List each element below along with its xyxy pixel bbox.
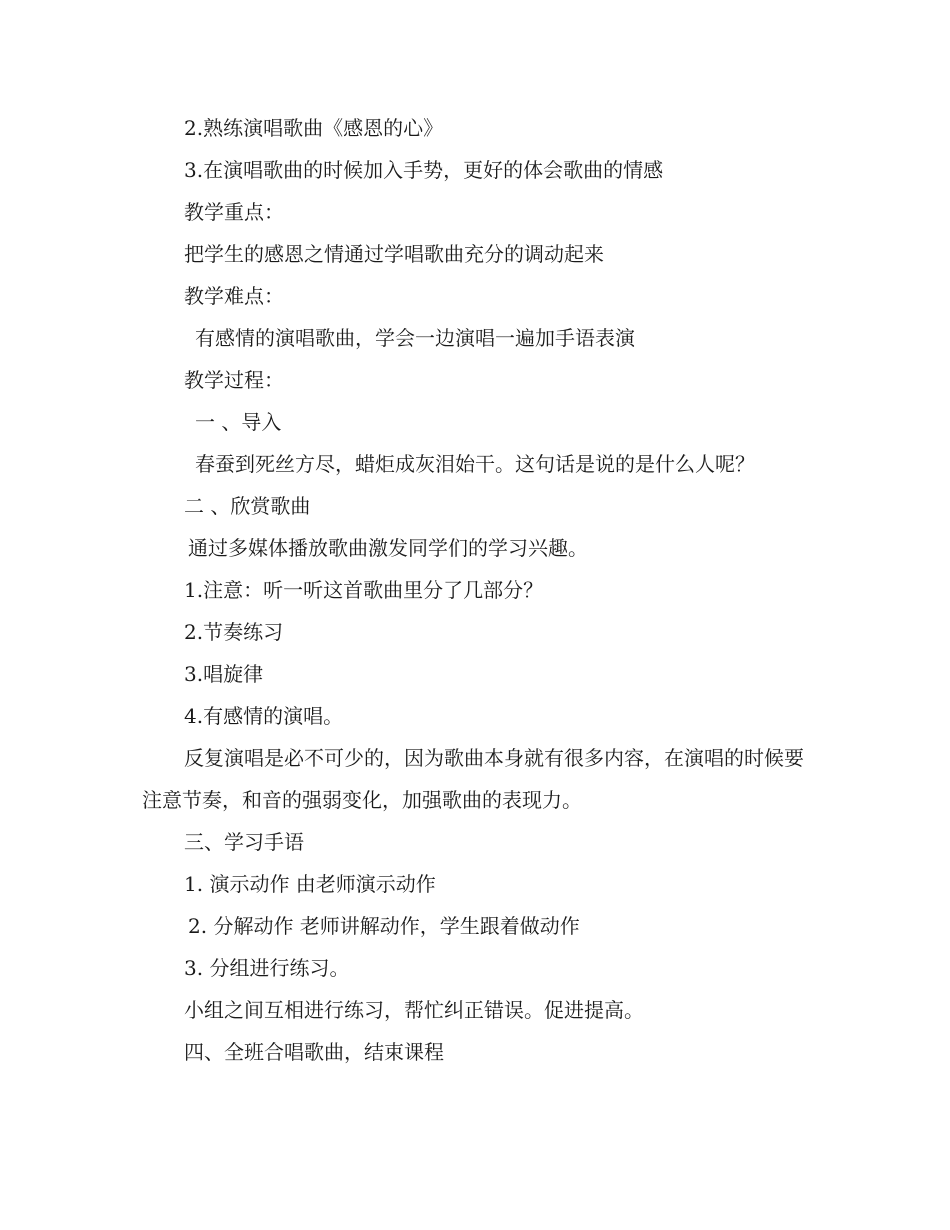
difficulty-text: 有感情的演唱歌曲，学会一边演唱一遍加手语表演: [195, 326, 635, 350]
section-2-step-2: 2.节奏练习: [184, 620, 284, 644]
key-points-heading: 教学重点：: [184, 200, 284, 224]
section-3-heading: 三、学习手语: [184, 830, 304, 854]
goal-2: 2.熟练演唱歌曲《感恩的心》: [184, 116, 444, 140]
section-4-heading: 四、全班合唱歌曲，结束课程: [184, 1040, 444, 1064]
section-3-step-3: 3. 分组进行练习。: [184, 956, 350, 980]
section-3-step-2: 2. 分解动作 老师讲解动作，学生跟着做动作: [188, 914, 580, 938]
key-points-text: 把学生的感恩之情通过学唱歌曲充分的调动起来: [184, 242, 604, 266]
section-2-step-4: 4.有感情的演唱。: [184, 704, 344, 728]
section-2-intro: 通过多媒体播放歌曲激发同学们的学习兴趣。: [188, 536, 588, 560]
section-2-paragraph: 反复演唱是必不可少的，因为歌曲本身就有很多内容，在演唱的时候要注意节奏，和音的强弱变化，加强歌曲的表现力。: [142, 746, 804, 812]
section-3-note: 小组之间互相进行练习，帮忙纠正错误。促进提高。: [184, 998, 644, 1022]
section-2-step-1: 1.注意：听一听这首歌曲里分了几部分？: [184, 578, 544, 602]
difficulty-heading: 教学难点：: [184, 284, 284, 308]
section-1-text: 春蚕到死丝方尽，蜡炬成灰泪始干。这句话是说的是什么人呢？: [195, 452, 755, 476]
section-2-heading: 二 、欣赏歌曲: [184, 494, 311, 518]
goal-3: 3.在演唱歌曲的时候加入手势，更好的体会歌曲的情感: [184, 158, 664, 182]
section-2-step-3: 3.唱旋律: [184, 662, 264, 686]
section-3-step-1: 1. 演示动作 由老师演示动作: [184, 872, 436, 896]
process-heading: 教学过程：: [184, 368, 284, 392]
section-1-heading: 一 、导入: [195, 410, 282, 434]
